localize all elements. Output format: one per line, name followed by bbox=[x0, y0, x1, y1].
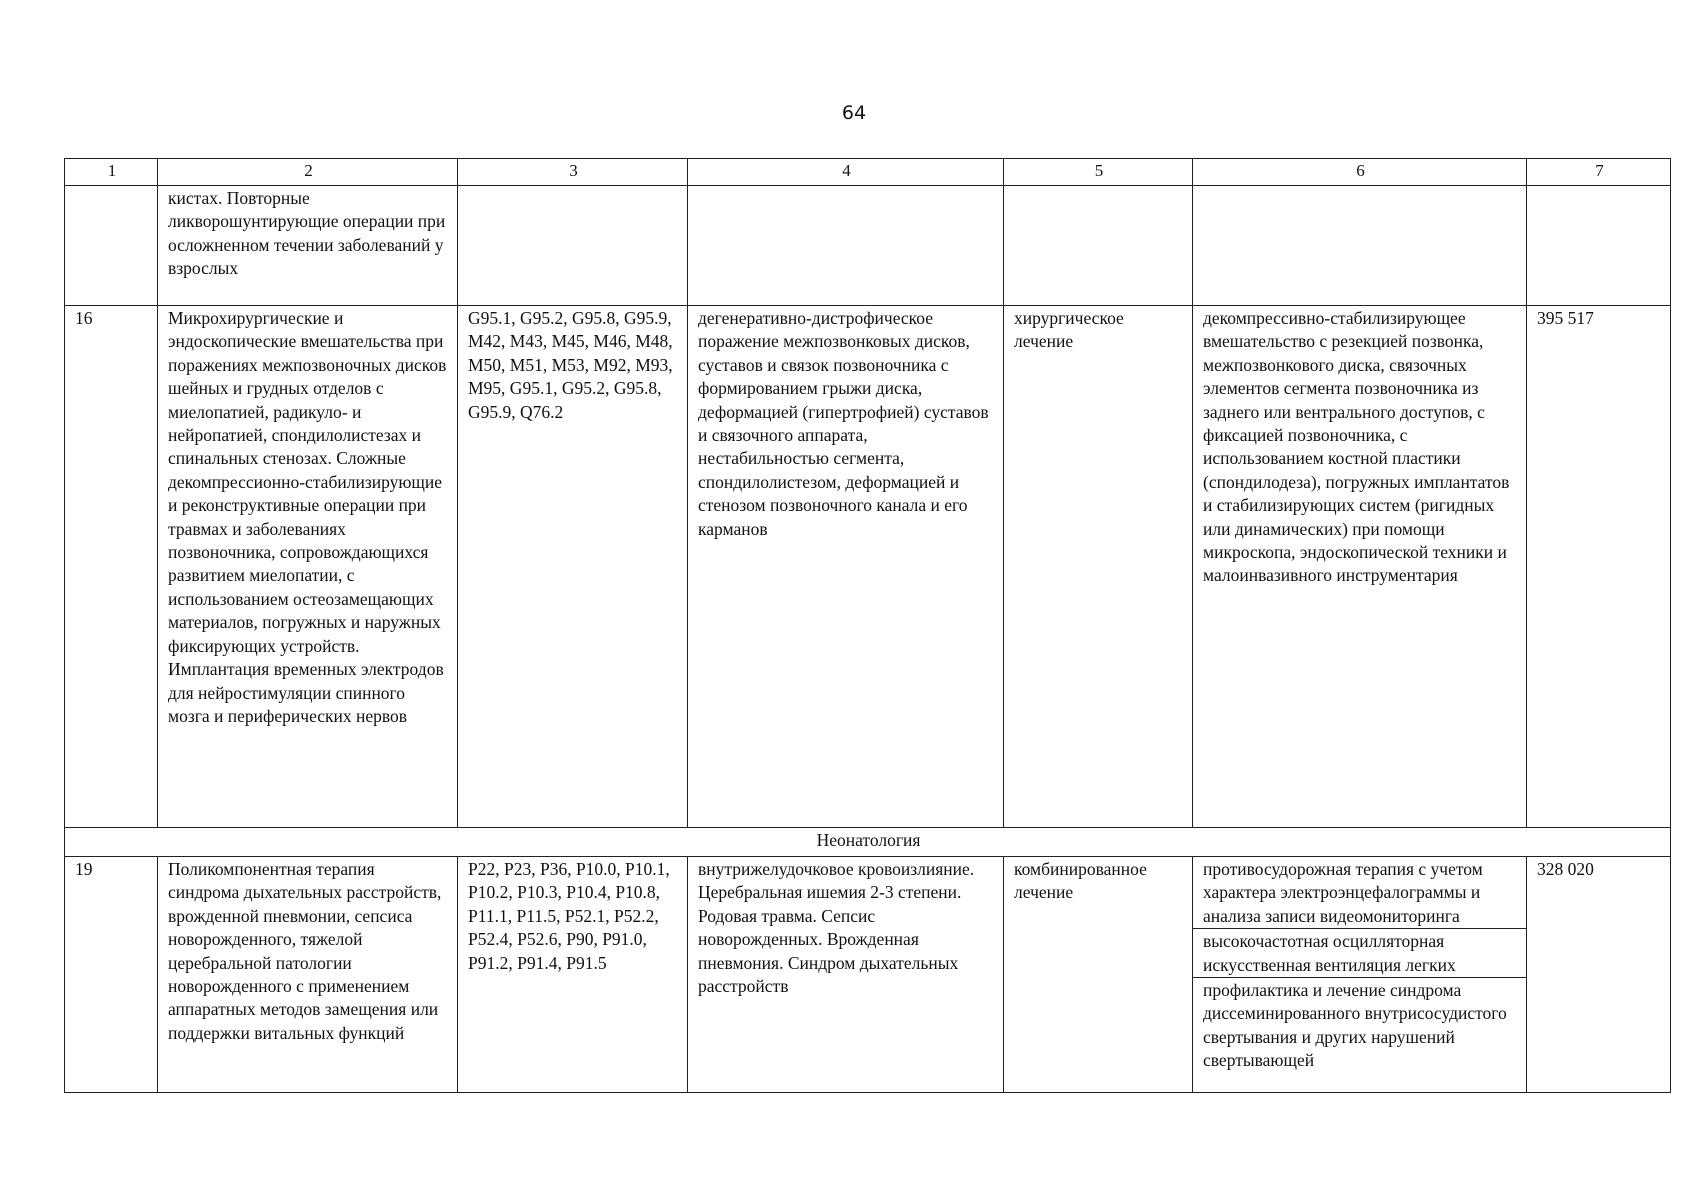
treatment-method: противосудорожная терапия с учетом характера электроэнцефалограммы и анализа записи видеомониторинга bbox=[1193, 857, 1526, 929]
medical-care-table bbox=[64, 158, 1671, 1093]
icd-codes: P22, P23, P36, P10.0, P10.1, P10.2, P10.3, P10.4, P10.8, P11.1, P11.5, P52.1, P52.2, P52.4, P52.6, P90, P91.0, P91.2, P91.4, P91.5 bbox=[458, 857, 688, 1093]
column-header: 6 bbox=[1193, 159, 1527, 186]
row-number: 19 bbox=[65, 857, 158, 1093]
table-row bbox=[65, 306, 1671, 828]
care-name: кистах. Повторные ликворошунтирующие операции при осложненном течении заболеваний у взрослых bbox=[158, 186, 458, 306]
section-row bbox=[65, 828, 1671, 857]
treatment-methods-cell bbox=[1193, 857, 1527, 1093]
column-header: 3 bbox=[458, 159, 688, 186]
column-header: 7 bbox=[1527, 159, 1671, 186]
treatment-type bbox=[1004, 186, 1193, 306]
icd-codes bbox=[458, 186, 688, 306]
treatment-method bbox=[1193, 186, 1527, 306]
table-row bbox=[65, 857, 1671, 1093]
patient-model: дегенеративно-дистрофическое поражение межпозвонковых дисков, суставов и связок позвоночника с формированием грыжи диска, деформацией (гипертрофией) суставов и связочного аппарата, нестабильностью сегмента, спондилолистезом, деформацией и стенозом позвоночного канала и его карманов bbox=[688, 306, 1004, 828]
column-header: 4 bbox=[688, 159, 1004, 186]
care-name: Поликомпонентная терапия синдрома дыхательных расстройств, врожденной пневмонии, сепсиса новорожденного, тяжелой церебральной патологии новорожденного с применением аппаратных методов замещения или поддержки витальных функций bbox=[158, 857, 458, 1093]
treatment-type: хирургическое лечение bbox=[1004, 306, 1193, 828]
treatment-method: высокочастотная осцилляторная искусственная вентиляция легких bbox=[1193, 929, 1526, 978]
page-number: 64 bbox=[841, 102, 867, 124]
treatment-type: комбинированное лечение bbox=[1004, 857, 1193, 1093]
column-header: 5 bbox=[1004, 159, 1193, 186]
treatment-method: декомпрессивно-стабилизирующее вмешательство с резекцией позвонка, межпозвонкового диска, связочных элементов сегмента позвоночника из заднего или вентрального доступов, с фиксацией позвоночника, с использованием костной пластики (спондилодеза), погружных имплантатов и стабилизирующих систем (ригидных или динамических) при помощи микроскопа, эндоскопической техники и малоинвазивного инструментария bbox=[1193, 306, 1527, 828]
column-number-row bbox=[65, 159, 1671, 186]
treatment-method: профилактика и лечение синдрома диссеминированного внутрисосудистого свертывания и других нарушений свертывающей bbox=[1203, 980, 1507, 1071]
patient-model: внутрижелудочковое кровоизлияние. Церебральная ишемия 2-3 степени. Родовая травма. Сепсис новорожденных. Врожденная пневмония. Синдром дыхательных расстройств bbox=[688, 857, 1004, 1093]
cost: 328 020 bbox=[1527, 857, 1671, 1093]
cost bbox=[1527, 186, 1671, 306]
column-header: 1 bbox=[65, 159, 158, 186]
cost: 395 517 bbox=[1527, 306, 1671, 828]
table-row bbox=[65, 186, 1671, 306]
care-name: Микрохирургические и эндоскопические вмешательства при поражениях межпозвоночных дисков шейных и грудных отделов с миелопатией, радикуло- и нейропатией, спондилолистезах и спинальных стенозах. Сложные декомпрессионно-стабилизирующие и реконструктивные операции при травмах и заболеваниях позвоночника, сопровождающихся развитием миелопатии, с использованием остеозамещающих материалов, погружных и наружных фиксирующих устройств. Имплантация временных электродов для нейростимуляции спинного мозга и периферических нервов bbox=[158, 306, 458, 828]
row-number bbox=[65, 186, 158, 306]
column-header: 2 bbox=[158, 159, 458, 186]
row-number: 16 bbox=[65, 306, 158, 828]
patient-model bbox=[688, 186, 1004, 306]
section-title: Неонатология bbox=[65, 828, 1671, 857]
icd-codes: G95.1, G95.2, G95.8, G95.9, M42, M43, M45, M46, M48, M50, M51, M53, M92, M93, M95, G95.1, G95.2, G95.8, G95.9, Q76.2 bbox=[458, 306, 688, 828]
